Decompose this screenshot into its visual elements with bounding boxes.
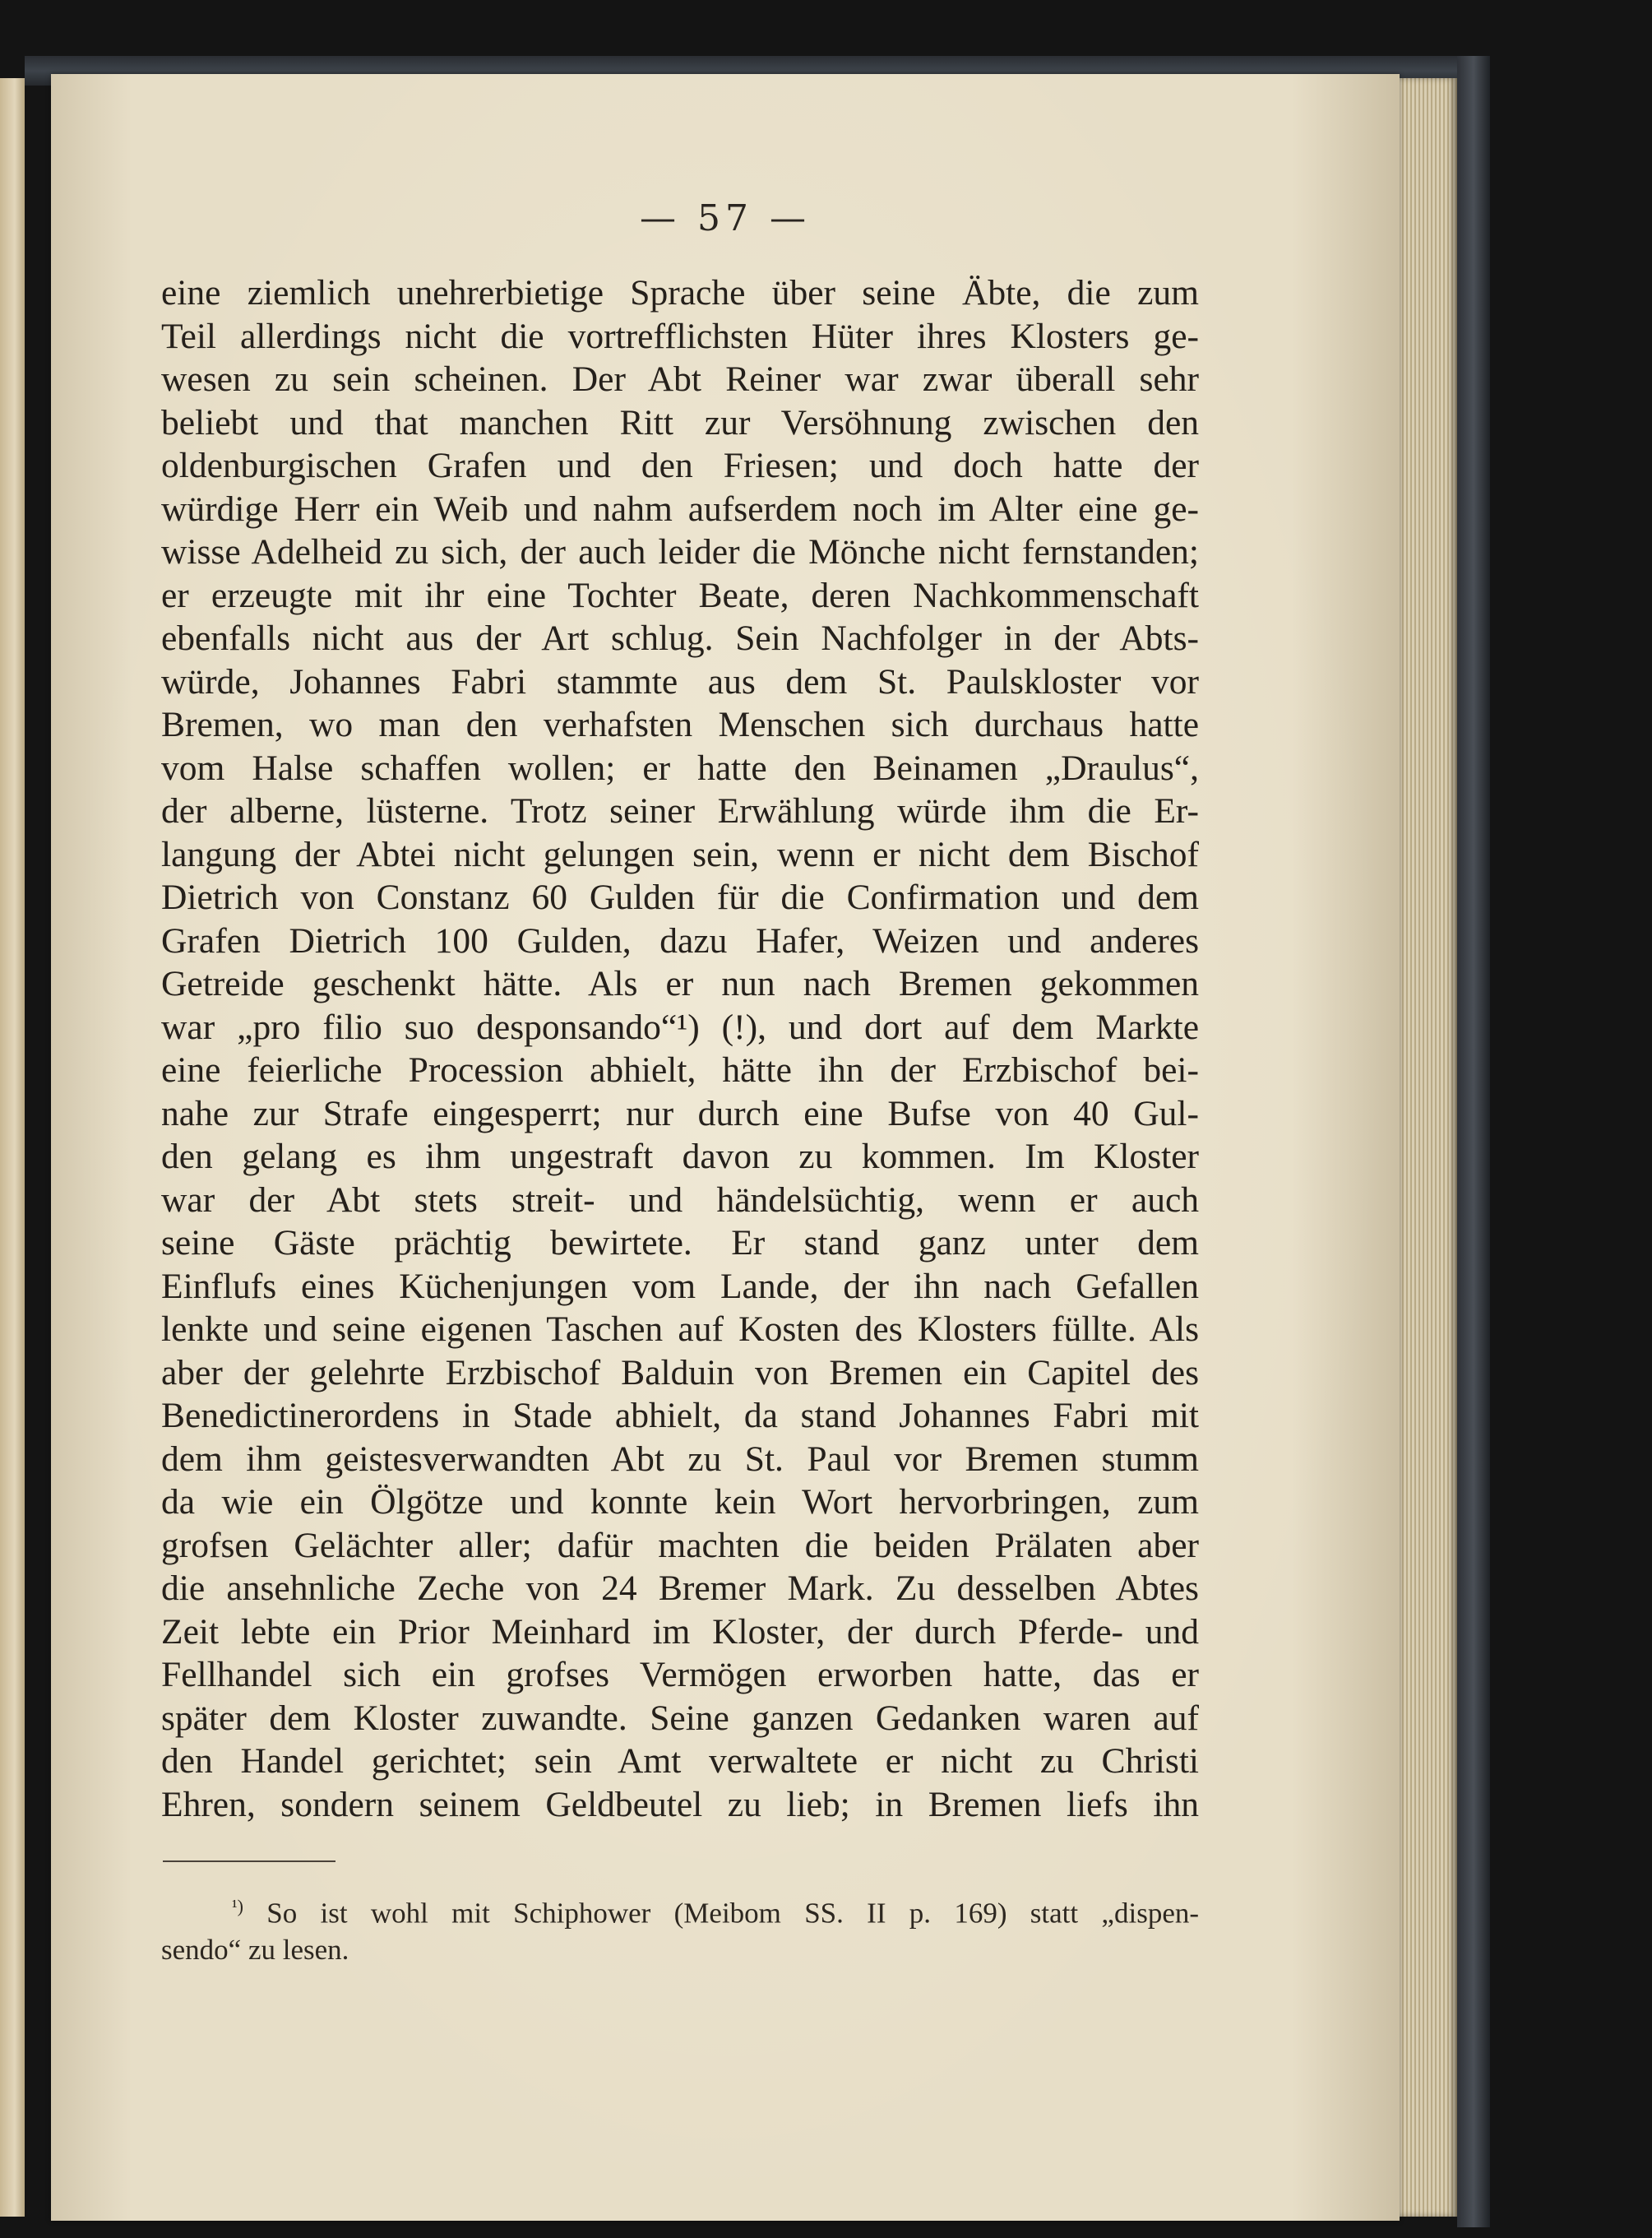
body-line: der alberne, lüsterne. Trotz seiner Erwählung würde ihm die Er- (161, 791, 1199, 831)
left-page-edge (0, 78, 25, 2217)
body-line: wisse Adelheid zu sich, der auch leider die Mönche nicht fernstanden; (161, 532, 1199, 572)
body-line: Dietrich von Constanz 60 Gulden für die Confirmation und dem (161, 878, 1199, 917)
body-line: Getreide geschenkt hätte. Als er nun nach Bremen gekommen (161, 964, 1199, 1003)
body-line: Grafen Dietrich 100 Gulden, dazu Hafer, Weizen und anderes (161, 920, 1199, 961)
body-line: er erzeugte mit ihr eine Tochter Beate, deren Nachkommenschaft (161, 575, 1199, 615)
body-line: würdige Herr ein Weib und nahm aufserdem noch im Alter eine ge- (161, 489, 1199, 529)
body-line: beliebt und that manchen Ritt zur Versöhnung zwischen den (161, 402, 1199, 443)
body-line: Teil allerdings nicht die vortrefflichsten Hüter ihres Klosters ge- (161, 316, 1199, 356)
footnote-text: So ist wohl mit Schiphower (Meibom SS. II p. 169) statt „dispen- (266, 1897, 1200, 1930)
body-text (161, 271, 1199, 1826)
page-stack-edge (1400, 78, 1457, 2217)
body-line: lenkte und seine eigenen Taschen auf Kosten des Klosters füllte. Als (161, 1309, 1199, 1349)
body-line: war der Abt stets streit- und händelsüchtig, wenn er auch (161, 1179, 1199, 1220)
body-line: aber der gelehrte Erzbischof Balduin von Bremen ein Capitel des (161, 1352, 1199, 1392)
body-line: Zeit lebte ein Prior Meinhard im Kloster, der durch Pferde- und (161, 1611, 1199, 1652)
body-line: den Handel gerichtet; sein Amt verwaltete er nicht zu Christi (161, 1741, 1199, 1781)
body-line: Einflufs eines Küchenjungen vom Lande, der ihn nach Gefallen (161, 1266, 1199, 1306)
body-line: eine ziemlich unehrerbietige Sprache über seine Äbte, die zum (161, 273, 1199, 313)
body-line: grofsen Gelächter aller; dafür machten die beiden Prälaten aber (161, 1525, 1199, 1565)
body-line: dem ihm geistesverwandten Abt zu St. Paul vor Bremen stumm (161, 1439, 1199, 1479)
body-line: würde, Johannes Fabri stammte aus dem St. Paulskloster vor (161, 661, 1199, 702)
body-line: oldenburgischen Grafen und den Friesen; und doch hatte der (161, 446, 1199, 485)
body-line: Bremen, wo man den verhafsten Menschen sich durchaus hatte (161, 705, 1199, 744)
body-line: eine feierliche Procession abhielt, hätte ihn der Erzbischof bei- (161, 1050, 1199, 1090)
body-line: seine Gäste prächtig bewirtete. Er stand ganz unter dem (161, 1223, 1199, 1263)
body-line: den gelang es ihm ungestraft davon zu kommen. Im Kloster (161, 1137, 1199, 1176)
body-line: ebenfalls nicht aus der Art schlug. Sein Nachfolger in der Abts- (161, 619, 1199, 658)
footnote-line-2: sendo“ zu lesen. (161, 1933, 349, 1966)
body-line: die ansehnliche Zeche von 24 Bremer Mark. Zu desselben Abtes (161, 1568, 1199, 1608)
body-line: wesen zu sein scheinen. Der Abt Reiner war zwar überall sehr (161, 359, 1199, 399)
footnote-divider (163, 1860, 335, 1862)
footnote-line-1 (161, 1888, 1199, 1932)
body-line: später dem Kloster zuwandte. Seine ganzen Gedanken waren auf (161, 1698, 1199, 1738)
body-line: Benedictinerordens in Stade abhielt, da stand Johannes Fabri mit (161, 1396, 1199, 1435)
body-line: vom Halse schaffen wollen; er hatte den Beinamen „Draulus“, (161, 748, 1199, 788)
body-line: da wie ein Ölgötze und konnte kein Wort hervorbringen, zum (161, 1482, 1199, 1522)
body-line: Ehren, sondern seinem Geldbeutel zu lieb; in Bremen liefs ihn (161, 1784, 1199, 1824)
body-line: Fellhandel sich ein grofses Vermögen erworben hatte, das er (161, 1655, 1199, 1694)
footnote (161, 1888, 1199, 1968)
footnote-marker: ¹) (232, 1896, 243, 1916)
book-cover-right-edge (1457, 56, 1490, 2227)
page-number: — 57 — (640, 197, 811, 239)
body-line: langung der Abtei nicht gelungen sein, wenn er nicht dem Bischof (161, 834, 1199, 874)
body-line: war „pro filio suo desponsando“¹) (!), und dort auf dem Markte (161, 1007, 1199, 1047)
body-line: nahe zur Strafe eingesperrt; nur durch eine Bufse von 40 Gul- (161, 1093, 1199, 1133)
